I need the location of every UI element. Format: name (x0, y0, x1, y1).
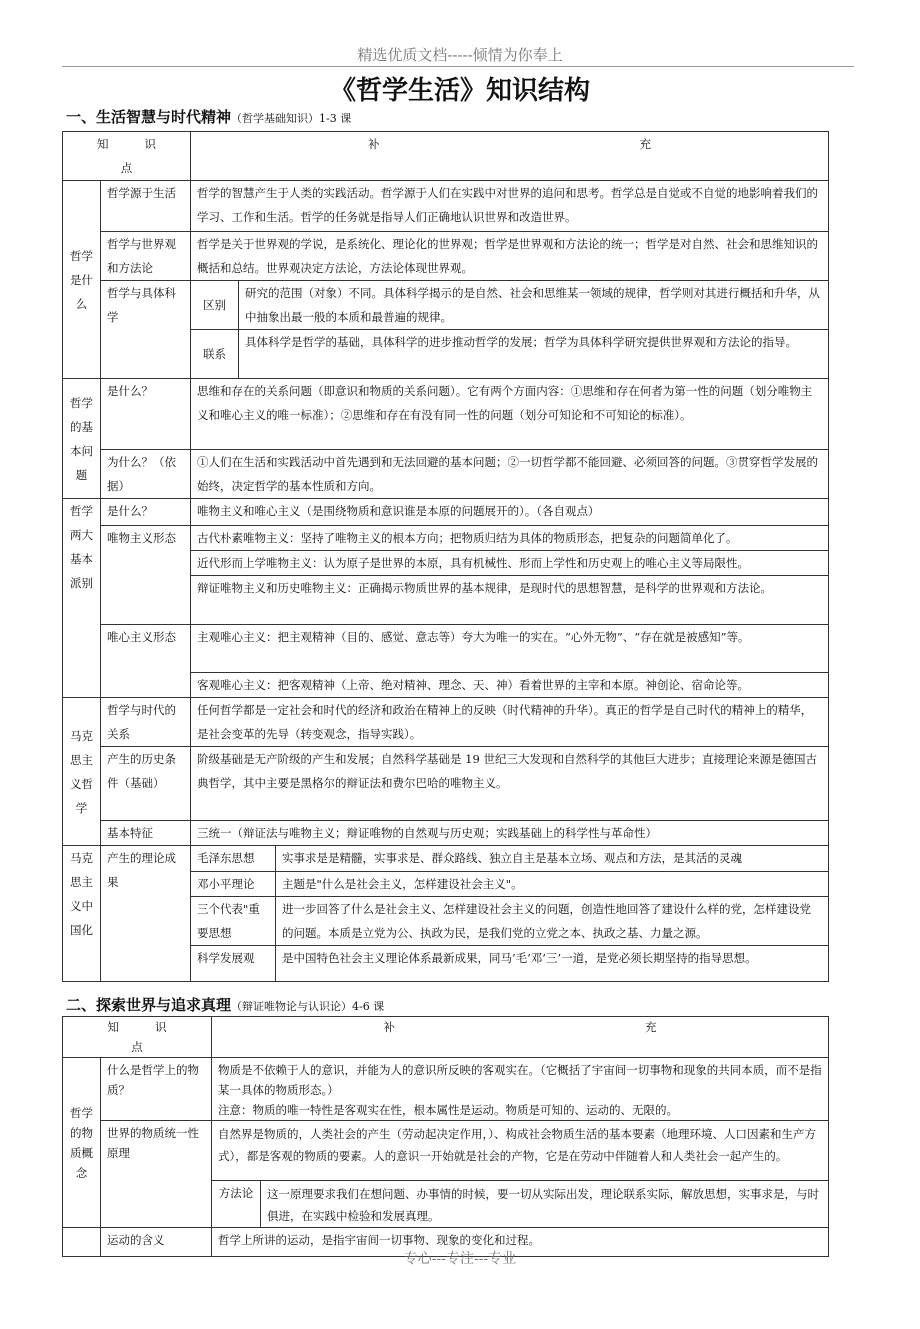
table-header (63, 1017, 829, 1058)
content-cell: 具体科学是哲学的基础，具体科学的进步推动哲学的发展；哲学为具体科学研究提供世界观和方法论的指导。 (239, 330, 829, 379)
sub-label-cell: 方法论 (212, 1181, 261, 1228)
sub-label-cell: 区别 (191, 281, 239, 330)
content-cell: 研究的范围（对象）不同。具体科学揭示的是自然、社会和思维某一领域的规律，哲学则对其进行概括和升华，从中抽象出最一般的本质和最普遍的规律。 (239, 281, 829, 330)
content-cell: 自然界是物质的，人类社会的产生（劳动起决定作用，）、构成社会物质生活的基本要素（地理环境、人口因素和生产方式），都是客观的物质的要素。人的意识一开始就是社会的产物，它是在劳动中伴随着人和人类社会一起产生的。 (212, 1121, 829, 1181)
table-row (63, 181, 829, 232)
table-header (63, 132, 829, 181)
category-cell: 哲学的物质概念 (63, 1058, 101, 1228)
header-supp: 补 (383, 1020, 395, 1034)
header-supp: 充 (639, 137, 651, 151)
table-row (63, 499, 829, 526)
content-cell: 哲学的智慧产生于人类的实践活动。哲学源于人们在实践中对世界的追问和思考。哲学总是自觉或不自觉的地影响着我们的学习、工作和生活。哲学的任务就是指导人们正确地认识世界和改造世界。 (191, 181, 829, 232)
header-kp: 点 (131, 1040, 143, 1054)
content-cell: 哲学是关于世界观的学说，是系统化、理论化的世界观；哲学是世界观和方法论的统一；哲学是对自然、社会和思维知识的概括和总结。世界观决定方法论，方法论体现世界观。 (191, 232, 829, 281)
topic-cell: 哲学与时代的关系 (101, 698, 191, 747)
section2-heading (66, 994, 384, 1015)
content-cell: 是中国特色社会主义理论体系最新成果，同马’毛’邓’三’一道，是党必须长期坚持的指导思想。 (276, 946, 829, 982)
content-cell: ①人们在生活和实践活动中首先遇到和无法回避的基本问题；②一切哲学都不能回避、必须回答的问题。③贯穿哲学发展的始终，决定哲学的基本性质和方向。 (191, 450, 829, 499)
section1-heading (66, 106, 351, 127)
page-footer: 专心---专注---专业 (403, 1251, 517, 1267)
content-cell: 实事求是是精髓，实事求是、群众路线、独立自主是基本立场、观点和方法，是其活的灵魂 (276, 846, 829, 872)
table-row (63, 281, 829, 330)
content-cell: 辩证唯物主义和历史唯物主义：正确揭示物质世界的基本规律，是现时代的思想智慧，是科学的世界观和方法论。 (191, 576, 829, 625)
topic-cell: 世界的物质统一性原理 (101, 1121, 212, 1228)
matter-note: 注意：物质的唯一特性是客观实在性，根本属性是运动。物质是可知的、运动的、无限的。 (218, 1103, 678, 1117)
topic-cell: 唯物主义形态 (101, 526, 191, 625)
table-row (63, 450, 829, 499)
topic-cell: 哲学与世界观和方法论 (101, 232, 191, 281)
theory-name: 三个代表"重要思想 (191, 897, 276, 946)
page-header: 精选优质文档-----倾情为你奉上 (357, 46, 563, 64)
category-cell: 马克思主义中国化 (63, 846, 101, 982)
category-cell: 哲学的基本问题 (63, 379, 101, 499)
header-kp: 点 (120, 161, 133, 175)
sub-label-cell: 联系 (191, 330, 239, 379)
header-supp: 充 (645, 1020, 657, 1034)
table-row (63, 379, 829, 450)
theory-name: 毛泽东思想 (191, 846, 276, 872)
topic-cell: 产生的历史条件（基础） (101, 747, 191, 821)
table-row (63, 1058, 829, 1121)
content-cell: 进一步回答了什么是社会主义、怎样建设社会主义的问题，创造性地回答了建设什么样的党，怎样建设党的问题。本质是立党为公、执政为民，是我们党的立党之本、执政之基、力量之源。 (276, 897, 829, 946)
category-cell: 哲学是什么 (63, 181, 101, 379)
topic-cell: 为什么？（依据） (101, 450, 191, 499)
table-row (63, 625, 829, 673)
table-row (63, 747, 829, 821)
content-cell: 古代朴素唯物主义：坚持了唯物主义的根本方向；把物质归结为具体的物质形态，把复杂的问题简单化了。 (191, 526, 829, 551)
section2-title: 二、探索世界与追求真理 (66, 996, 232, 1014)
content-cell: 阶级基础是无产阶级的产生和发展；自然科学基础是 19 世纪三大发现和自然科学的其他巨大进步；直接理论来源是德国古典哲学，其中主要是黑格尔的辩证法和费尔巴哈的唯物主义。 (191, 747, 829, 821)
topic-cell: 唯心主义形态 (101, 625, 191, 698)
section2-table (62, 1016, 829, 1257)
theory-name: 科学发展观 (191, 946, 276, 982)
content-cell: 三统一（辩证法与唯物主义；辩证唯物的自然观与历史观；实践基础上的科学性与革命性） (191, 821, 829, 846)
table-row (63, 698, 829, 747)
content-cell: 近代形而上学唯物主义：认为原子是世界的本原，具有机械性、形而上学性和历史观上的唯心主义等局限性。 (191, 551, 829, 576)
section2-subtitle: （辩证唯物论与认识论）4-6 课 (231, 1000, 385, 1013)
header-kp: 知 (107, 1020, 119, 1034)
header-kp: 知 (97, 137, 109, 151)
section1-table (62, 131, 829, 982)
header-kp: 识 (155, 1020, 167, 1034)
theory-name: 邓小平理论 (191, 872, 276, 897)
content-cell: 哲学上所讲的运动，是指宇宙间一切事物、现象的变化和过程。 (212, 1228, 829, 1257)
header-divider (62, 66, 854, 67)
matter-definition: 物质是不依赖于人的意识，并能为人的意识所反映的客观实在。（它概括了宇宙间一切事物和现象的共同本质，而不是指某一具体的物质形态。） (218, 1063, 822, 1097)
header-kp: 识 (144, 137, 156, 151)
document-title: 《哲学生活》知识结构 (329, 76, 590, 106)
table-row (63, 846, 829, 872)
content-cell: 主题是"什么是社会主义，怎样建设社会主义"。 (276, 872, 829, 897)
content-cell: 思维和存在的关系问题（即意识和物质的关系问题）。它有两个方面内容：①思维和存在何者为第一性的问题（划分唯物主义和唯心主义的唯一标准）；②思维和存在有没有同一性的问题（划分可知论和不可知论的标准）。 (191, 379, 829, 450)
table-row (63, 1121, 829, 1181)
content-cell: 任何哲学都是一定社会和时代的经济和政治在精神上的反映（时代精神的升华）。真正的哲学是自己时代的精神上的精华，是社会变革的先导（转变观念，指导实践）。 (191, 698, 829, 747)
content-cell: 唯物主义和唯心主义（是围绕物质和意识谁是本原的问题展开的）。（各自观点） (191, 499, 829, 526)
table-row (63, 821, 829, 846)
table-row (63, 232, 829, 281)
topic-cell: 什么是哲学上的物质？ (101, 1058, 212, 1121)
category-cell: 马克思主义哲学 (63, 698, 101, 846)
topic-cell: 是什么？ (101, 499, 191, 526)
content-cell (212, 1058, 829, 1121)
header-supp: 补 (368, 137, 380, 151)
topic-cell: 基本特征 (101, 821, 191, 846)
content-cell: 这一原理要求我们在想问题、办事情的时候，要一切从实际出发，理论联系实际，解放思想，实事求是，与时俱进，在实践中检验和发展真理。 (261, 1181, 829, 1228)
topic-cell: 运动的含义 (101, 1228, 212, 1257)
topic-cell: 产生的理论成果 (101, 846, 191, 982)
table-row (63, 526, 829, 551)
topic-cell: 是什么？ (101, 379, 191, 450)
category-cell: 哲学两大基本派别 (63, 499, 101, 698)
section1-title: 一、生活智慧与时代精神 (66, 108, 232, 126)
topic-cell: 哲学与具体科学 (101, 281, 191, 379)
content-cell: 客观唯心主义：把客观精神（上帝、绝对精神、理念、天、神）看着世界的主宰和本原。神创论、宿命论等。 (191, 673, 829, 698)
topic-cell: 哲学源于生活 (101, 181, 191, 232)
section1-subtitle: （哲学基础知识）1-3 课 (231, 112, 352, 125)
content-cell: 主观唯心主义：把主观精神（目的、感觉、意志等）夸大为唯一的实在。“心外无物”、“存在就是被感知”等。 (191, 625, 829, 673)
